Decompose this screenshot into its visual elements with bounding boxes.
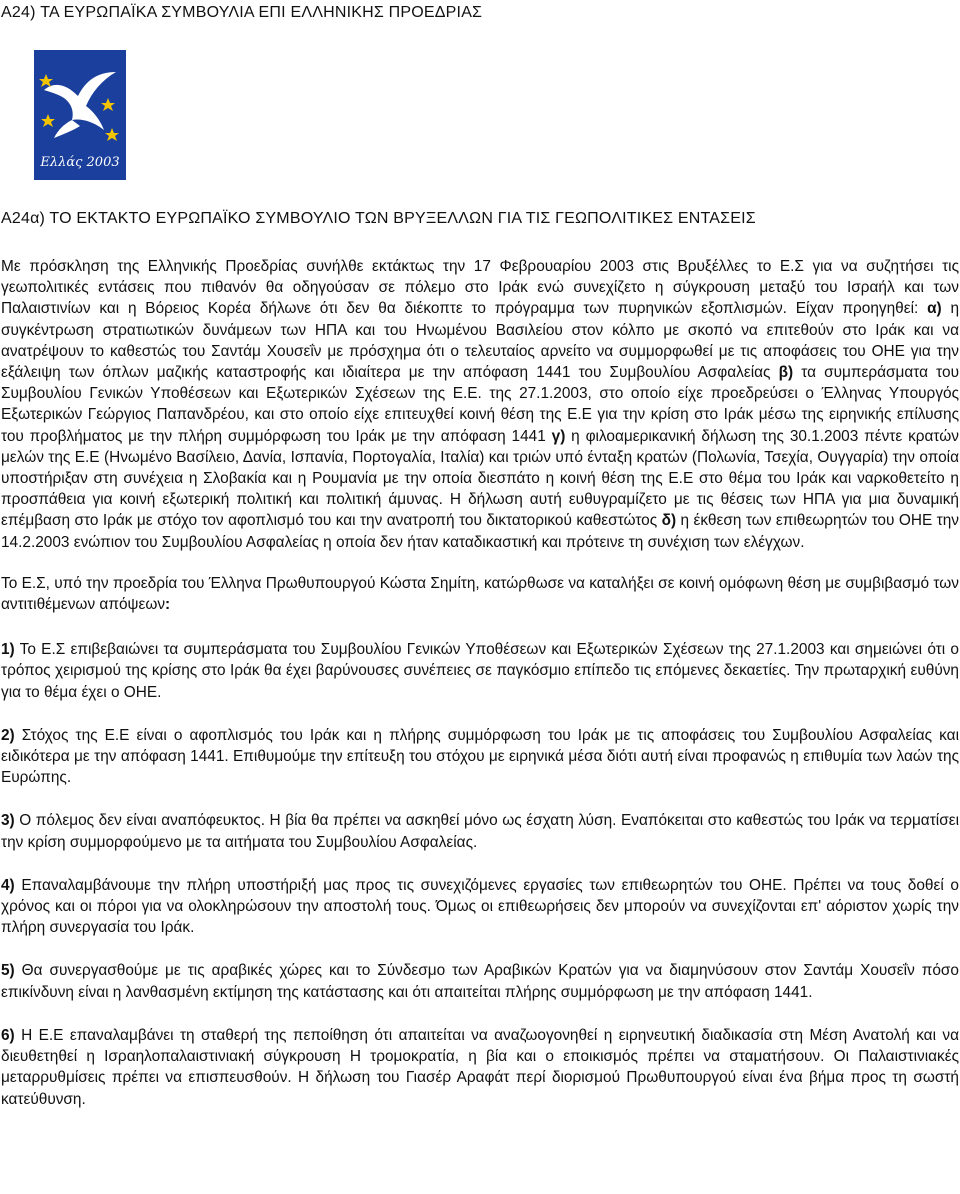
point-4: 4) Επαναλαμβάνουμε την πλήρη υποστήριξή μας προς τις συνεχιζόμενες εργασίες των επιθεωρητών του ΟΗΕ. Πρέπει να τους δοθεί ο χρόνος και οι πόροι για να ολοκληρώσουν την αποστολή τους. Όμως οι επιθεωρήσεις δεν μπορούν να συνεχίζονται επ' αόριστον χωρίς την πλήρη συνεργασία του Ιράκ. bbox=[1, 876, 959, 937]
point-1: 1) Το Ε.Σ επιβεβαιώνει τα συμπεράσματα του Συμβουλίου Γενικών Υποθέσεων και Εξωτερικών Σχέσεων της 27.1.2003 και σημειώνει ότι ο τρόπος χειρισμού της κρίσης στο Ιράκ θα έχει βαρύνουσες συνέπειες σε παγκόσμιο επίπεδο τις επόμενες δεκαετίες. Την πρωταρχική ευθύνη για το θέμα έχει ο ΟΗΕ. bbox=[1, 641, 959, 701]
greek-presidency-2003-logo bbox=[34, 50, 126, 180]
point-5: 5) Θα συνεργασθούμε με τις αραβικές χώρες και το Σύνδεσμο των Αραβικών Κρατών για να διαμηνύσουν στον Σαντάμ Χουσεΐν πόσο επικίνδυνη είναι η λανθασμένη εκτίμηση της κατάστασης και ότι απαιτείται πλήρης συμμόρφωση με την απόφαση 1441. bbox=[1, 962, 959, 1001]
logo-wordmark: Ελλάς 2003 bbox=[40, 155, 120, 170]
point-6: 6) Η Ε.Ε επαναλαμβάνει τη σταθερή της πεποίθηση ότι απαιτείται να αναζωογονηθεί η ειρηνευτική διαδικασία στη Μέση Ανατολή και να διευθετηθεί η Ισραηλοπαλαιστινιακή σύγκρουση Η τρομοκρατία, η βία και ο εποικισμός πρέπει να σταματήσουν. Οι Παλαιστινιακές μεταρρυθμίσεις πρέπει να επισπευσθούν. Η δήλωση του Γιασέρ Αραφάτ περί διορισμού Πρωθυπουργού είναι ένα βήμα προς τη σωστή κατεύθυνση. bbox=[1, 1026, 959, 1108]
section-title: A24α) ΤΟ ΕΚΤΑΚΤΟ ΕΥΡΩΠΑΪΚΟ ΣΥΜΒΟΥΛΙΟ ΤΩΝ ΒΡΥΞΕΛΛΩΝ ΓΙΑ ΤΙΣ ΓΕΩΠΟΛΙΤΙΚΕΣ ΕΝΤΑΣΕΙΣ bbox=[1, 210, 756, 227]
article-body bbox=[1, 256, 959, 1132]
point-2: 2) Στόχος της Ε.Ε είναι ο αφοπλισμός του Ιράκ και η πλήρης συμμόρφωση του Ιράκ με τις αποφάσεις του Συμβουλίου Ασφαλείας και ειδικότερα με την απόφαση 1441. Επιθυμούμε την επίτευξη του στόχου με ειρηνικά μέσα διότι αυτή είναι προφανώς η επιθυμία των λαών της Ευρώπης. bbox=[1, 726, 959, 787]
page-title: A24) ΤΑ ΕΥΡΩΠΑΪΚΑ ΣΥΜΒΟΥΛΙΑ ΕΠΙ ΕΛΛΗΝΙΚΗΣ ΠΡΟΕΔΡΙΑΣ bbox=[1, 4, 483, 21]
point-3: 3) Ο πόλεμος δεν είναι αναπόφευκτος. Η βία θα πρέπει να ασκηθεί μόνο ως έσχατη λύση. Εναπόκειται στο καθεστώς του Ιράκ να τερματίσει την κρίση συμμορφούμενο με τα αιτήματα του Συμβουλίου Ασφαλείας. bbox=[1, 812, 959, 851]
intro-paragraph: Με πρόσκληση της Ελληνικής Προεδρίας συνήλθε εκτάκτως την 17 Φεβρουαρίου 2003 στις Βρυξέλλες το Ε.Σ για να συζητήσει τις γεωπολιτικές εντάσεις που πιθανόν θα οδηγούσαν σε πόλεμο στο Ιράκ ενώ συνεχίζετο η σύγκρουση μεταξύ του Ισραήλ και των Παλαιστινίων και η Βόρειος Κορέα δήλωνε ότι δεν θα διέκοπτε το πρόγραμμα των πυρηνικών εξοπλισμών. Είχαν προηγηθεί: α) η συγκέντρωση στρατιωτικών δυνάμεων των ΗΠΑ και του Ηνωμένου Βασιλείου στον κόλπο με σκοπό να επιτεθούν στο Ιράκ και να ανατρέψουν το καθεστώς του Σαντάμ Χουσεΐν με πρόσχημα ότι ο τελευταίος αρνείτο να συμμορφωθεί με τις αποφάσεις του ΟΗΕ για την εξάλειψη των όπλων μαζικής καταστροφής και ιδιαίτερα με την απόφαση 1441 του Συμβουλίου Ασφαλείας β) τα συμπεράσματα του Συμβουλίου Γενικών Υποθέσεων και Εξωτερικών Σχέσεων της Ε.Ε. της 27.1.2003, στο οποίο είχε προεδρεύσει ο Έλληνας Υπουργός Εξωτερικών Γεώργιος Παπανδρέου, και στο οποίο είχε επιτευχθεί κοινή θέση της Ε.Ε για την κρίση στο Ιράκ μέσω της ειρηνικής επίλυσης του προβλήματος με την πλήρη συμμόρφωση του Ιράκ με την απόφαση 1441 γ) η φιλοαμερικανική δήλωση της 30.1.2003 πέντε κρατών μελών της Ε.Ε (Ηνωμένο Βασίλειο, Δανία, Ισπανία, Πορτογαλία, Ιταλία) και τριών υπό ένταξη κρατών (Πολωνία, Τσεχία, Ουγγαρία) την οποία υποστήριξαν στη συνέχεια η Σλοβακία και η Ρουμανία με την οποία διεσπάτο η κοινή θέση της Ε.Ε στο θέμα του Ιράκ και ναρκοθετείτο η προσπάθεια για κοινή εξωτερική πολιτική και πολιτική άμυνας. Η δήλωση αυτή ευθυγραμίζετο με τις θέσεις των ΗΠΑ για μια δυναμική επέμβαση στο Ιράκ με στόχο τον αφοπλισμό του και την ανατροπή του δικτατορικού καθεστώτος δ) η έκθεση των επιθεωρητών του ΟΗΕ την 14.2.2003 ενώπιον του Συμβουλίου Ασφαλείας η οποία δεν ήταν καταδικαστική και πρότεινε τη συνέχιση των ελέγχων. bbox=[1, 258, 960, 551]
summary-paragraph: Το Ε.Σ, υπό την προεδρία του Έλληνα Πρωθυπουργού Κώστα Σημίτη, κατώρθωσε να καταλήξει σε κοινή ομόφωνη θέση με συμβιβασμό των αντιτιθέμενων απόψεων: bbox=[1, 574, 959, 614]
